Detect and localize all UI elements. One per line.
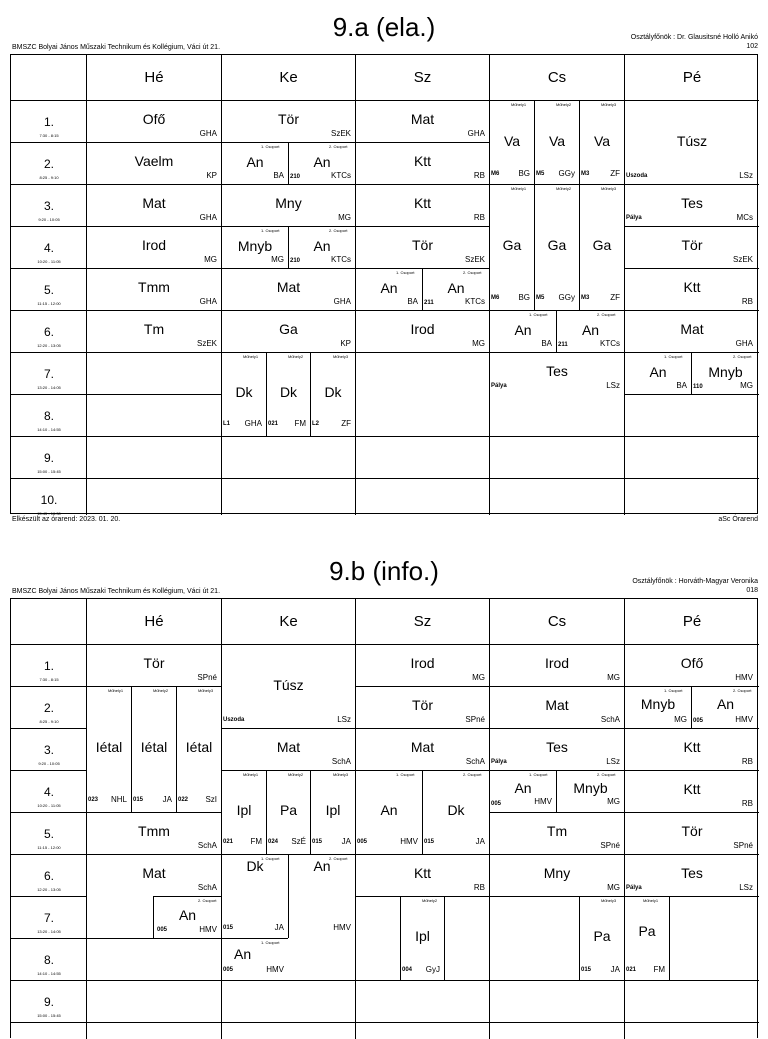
workshop-label: Műhely3 xyxy=(601,186,617,191)
period-number: 6. xyxy=(43,325,54,339)
group-label: 2. Csoport xyxy=(198,898,217,903)
lesson-teacher: SzEK xyxy=(732,255,753,264)
period-time: 11:15 - 12:00 xyxy=(37,845,61,850)
lesson-subject: Tes xyxy=(681,195,703,211)
group-label: 2. Csoport xyxy=(733,354,752,359)
lesson-subject: Ga xyxy=(279,321,298,337)
lesson-teacher: SzÉ xyxy=(291,837,306,846)
lesson-subject: An xyxy=(447,280,465,296)
period-number: 3. xyxy=(43,743,54,757)
period-number: 1. xyxy=(43,659,54,673)
group-label: 1. Csoport xyxy=(396,772,415,777)
period-number: 5. xyxy=(43,283,54,297)
workshop-label: Műhely1 xyxy=(511,102,527,107)
lesson-teacher: JA xyxy=(162,795,172,804)
lesson-subject: Tör xyxy=(412,697,433,713)
workshop-label: Műhely2 xyxy=(556,186,572,191)
period-time: 13:20 - 14:05 xyxy=(37,385,61,390)
lesson-subject: Ktt xyxy=(413,195,432,211)
lesson-subject: Ipl xyxy=(236,802,252,818)
lesson-teacher: HMV xyxy=(333,923,351,932)
lesson-subject: Tes xyxy=(546,363,568,379)
lesson-room: Uszoda xyxy=(626,173,648,179)
lesson-room: Pálya xyxy=(491,383,507,389)
lesson-subject: Ktt xyxy=(683,781,701,797)
lesson-subject: Mat xyxy=(276,279,301,295)
lesson-subject: Túsz xyxy=(273,677,304,693)
lesson-teacher: MG xyxy=(204,255,217,264)
lesson-teacher: SPné xyxy=(465,715,485,724)
lesson-subject: Irod xyxy=(544,655,570,671)
software-credit: aSc Órarend xyxy=(718,516,758,523)
lesson-subject: Mat xyxy=(276,739,301,755)
lesson-subject: Mat xyxy=(410,739,435,755)
group-label: 1. Csoport xyxy=(261,856,280,861)
lesson-room: Uszoda xyxy=(223,717,245,723)
workshop-label: Műhely1 xyxy=(243,772,259,777)
day-header: Pé xyxy=(682,69,702,86)
day-header: Cs xyxy=(547,69,567,86)
lesson-subject: Tmm xyxy=(138,823,170,839)
group-label: 2. Csoport xyxy=(463,772,482,777)
lesson-teacher: HMV xyxy=(266,965,284,974)
workshop-label: Műhely1 xyxy=(643,898,659,903)
day-header: Hé xyxy=(144,69,164,86)
lesson-room: 211 xyxy=(424,300,434,306)
lesson-subject: Mat xyxy=(680,321,704,337)
period-number: 10. xyxy=(40,493,58,507)
class-title: 9.a (ela.) xyxy=(332,12,436,42)
lesson-subject: Iétal xyxy=(185,739,213,755)
lesson-subject: An xyxy=(716,696,735,712)
lesson-subject: Va xyxy=(593,133,611,149)
lesson-subject: Vaelm xyxy=(134,153,174,169)
day-header: Sz xyxy=(413,613,432,630)
lesson-teacher: JA xyxy=(274,923,284,932)
lesson-teacher: HMV xyxy=(735,715,753,724)
lesson-teacher: RB xyxy=(741,757,753,766)
lesson-teacher: MG xyxy=(607,797,620,806)
lesson-teacher: MG xyxy=(472,339,485,348)
period-number: 9. xyxy=(43,451,54,465)
lesson-subject: Irod xyxy=(410,655,435,671)
period-time: 14:10 - 14:55 xyxy=(37,971,61,976)
period-time: 8:25 - 9:10 xyxy=(39,719,59,724)
lesson-teacher: FM xyxy=(653,965,665,974)
lesson-subject: Mnyb xyxy=(237,238,273,254)
lesson-teacher: MG xyxy=(338,213,351,222)
period-time: 7:30 - 8:15 xyxy=(39,133,59,138)
lesson-subject: Tör xyxy=(278,111,299,127)
group-label: 1. Csoport xyxy=(529,772,548,777)
lesson-subject: Mny xyxy=(275,195,302,211)
lesson-teacher: GGy xyxy=(558,293,575,302)
lesson-room: M5 xyxy=(536,295,545,301)
lesson-room: 021 xyxy=(223,839,234,845)
lesson-subject: Tm xyxy=(546,823,568,839)
lesson-teacher: GHA xyxy=(735,339,753,348)
lesson-subject: Ipl xyxy=(325,802,341,818)
lesson-subject: Dk xyxy=(235,384,253,400)
lesson-teacher: SPné xyxy=(600,841,620,850)
group-label: 1. Csoport xyxy=(664,354,683,359)
lesson-teacher: SPné xyxy=(733,841,753,850)
group-label: 1. Csoport xyxy=(529,312,548,317)
lesson-teacher: GHA xyxy=(467,129,485,138)
workshop-label: Műhely1 xyxy=(511,186,527,191)
day-header: Hé xyxy=(144,613,164,630)
lesson-subject: Tm xyxy=(143,321,165,337)
period-number: 7. xyxy=(43,367,54,381)
lesson-subject: Tör xyxy=(681,823,703,839)
lesson-subject: Mnyb xyxy=(640,696,676,712)
lesson-teacher: SzEK xyxy=(196,339,217,348)
period-time: 14:10 - 14:55 xyxy=(37,427,61,432)
period-number: 2. xyxy=(43,701,54,715)
lesson-room: 021 xyxy=(626,967,637,973)
period-number: 8. xyxy=(43,953,54,967)
lesson-subject: Mny xyxy=(543,865,571,881)
lesson-subject: An xyxy=(380,802,398,818)
lesson-room: M5 xyxy=(536,171,545,177)
workshop-label: Műhely2 xyxy=(153,688,169,693)
lesson-teacher: GHA xyxy=(333,297,351,306)
lesson-teacher: JA xyxy=(610,965,620,974)
group-label: 2. Csoport xyxy=(329,228,348,233)
lesson-teacher: KTCs xyxy=(600,339,620,348)
group-label: 1. Csoport xyxy=(261,940,280,945)
period-time: 7:30 - 8:15 xyxy=(39,677,59,682)
lesson-teacher: BG xyxy=(518,293,530,302)
period-time: 15:00 - 15:45 xyxy=(37,469,61,474)
lesson-teacher: MG xyxy=(607,883,620,892)
lesson-teacher: BA xyxy=(273,171,284,180)
period-time: 9:20 - 10:05 xyxy=(38,217,60,222)
school-name: BMSZC Bolyai János Műszaki Technikum és Kollégium, Váci út 21. xyxy=(12,44,221,51)
lesson-subject: Ofő xyxy=(142,111,166,127)
group-label: 1. Csoport xyxy=(396,270,415,275)
lesson-teacher: KTCs xyxy=(465,297,485,306)
lesson-teacher: HMV xyxy=(199,925,217,934)
lesson-subject: Tör xyxy=(681,237,703,253)
class-title: 9.b (info.) xyxy=(329,556,439,586)
lesson-teacher: ZF xyxy=(341,419,351,428)
workshop-label: Műhely3 xyxy=(198,688,214,693)
lesson-teacher: KP xyxy=(340,339,351,348)
lesson-teacher: LSz xyxy=(337,715,351,724)
lesson-teacher: BA xyxy=(407,297,418,306)
lesson-subject: Iétal xyxy=(140,739,168,755)
lesson-teacher: LSz xyxy=(739,171,753,180)
period-time: 9:20 - 10:05 xyxy=(38,761,60,766)
lesson-subject: Dk xyxy=(447,802,465,818)
lesson-subject: Mat xyxy=(410,111,435,127)
lesson-subject: Mnyb xyxy=(573,780,608,796)
workshop-label: Műhely3 xyxy=(333,354,349,359)
period-number: 8. xyxy=(43,409,54,423)
workshop-label: Műhely1 xyxy=(243,354,259,359)
lesson-teacher: FM xyxy=(294,419,306,428)
period-number: 1. xyxy=(43,115,54,129)
lesson-teacher: KP xyxy=(206,171,217,180)
workshop-label: Műhely3 xyxy=(601,898,617,903)
group-label: 2. Csoport xyxy=(463,270,482,275)
lesson-subject: Irod xyxy=(141,237,167,253)
lesson-room: 211 xyxy=(558,342,568,348)
lesson-subject: Ga xyxy=(502,237,522,253)
lesson-room: 015 xyxy=(581,967,592,973)
lesson-subject: An xyxy=(178,907,197,923)
lesson-room: 015 xyxy=(133,797,144,803)
group-label: 2. Csoport xyxy=(733,688,752,693)
lesson-teacher: GHA xyxy=(199,297,217,306)
lesson-teacher: FM xyxy=(250,837,262,846)
lesson-subject: Tes xyxy=(681,865,703,881)
lesson-teacher: BG xyxy=(518,169,530,178)
lesson-room: 023 xyxy=(88,797,99,803)
day-header: Ke xyxy=(279,69,298,86)
period-time: 15:45 - 16:30 xyxy=(37,511,61,516)
lesson-room: 015 xyxy=(312,839,323,845)
lesson-subject: Tes xyxy=(546,739,568,755)
lesson-room: 015 xyxy=(223,925,234,931)
lesson-teacher: SchA xyxy=(331,757,351,766)
lesson-teacher: BA xyxy=(676,381,687,390)
lesson-room: 210 xyxy=(290,258,301,264)
period-time: 15:00 - 15:45 xyxy=(37,1013,61,1018)
lesson-room: M6 xyxy=(491,171,500,177)
lesson-teacher: RB xyxy=(741,799,753,808)
lesson-room: Pálya xyxy=(626,215,642,221)
lesson-teacher: MG xyxy=(740,381,753,390)
lesson-room: 004 xyxy=(402,967,413,973)
workshop-label: Műhely3 xyxy=(601,102,617,107)
lesson-room: 005 xyxy=(357,839,368,845)
lesson-subject: Ktt xyxy=(683,739,701,755)
lesson-subject: Tmm xyxy=(138,279,170,295)
lesson-subject: Túsz xyxy=(676,133,708,149)
group-label: 1. Csoport xyxy=(261,144,280,149)
lesson-room: 021 xyxy=(268,421,279,427)
lesson-room: M6 xyxy=(491,295,500,301)
period-number: 6. xyxy=(43,869,54,883)
lesson-subject: Mnyb xyxy=(708,364,743,380)
period-time: 12:20 - 13:05 xyxy=(37,887,61,892)
group-label: 1. Csoport xyxy=(261,228,280,233)
lesson-teacher: MCs xyxy=(736,213,753,222)
lesson-subject: Irod xyxy=(410,321,435,337)
lesson-subject: An xyxy=(313,858,331,874)
lesson-subject: Mat xyxy=(545,697,569,713)
lesson-room: M3 xyxy=(581,171,590,177)
lesson-room: 005 xyxy=(157,927,168,933)
period-number: 4. xyxy=(43,785,54,799)
school-name: BMSZC Bolyai János Műszaki Technikum és Kollégium, Váci út 21. xyxy=(12,588,221,595)
lesson-teacher: SchA xyxy=(465,757,485,766)
lesson-subject: Ga xyxy=(547,237,567,253)
lesson-subject: An xyxy=(380,280,398,296)
lesson-teacher: GHA xyxy=(199,213,217,222)
lesson-teacher: KTCs xyxy=(331,255,351,264)
lesson-room: M3 xyxy=(581,295,590,301)
lesson-subject: Mat xyxy=(142,195,166,211)
timetable-grid xyxy=(10,598,758,1038)
group-label: 1. Csoport xyxy=(664,688,683,693)
lesson-teacher: JA xyxy=(475,837,485,846)
lesson-room: Pálya xyxy=(491,759,507,765)
lesson-teacher: GGy xyxy=(558,169,575,178)
period-number: 3. xyxy=(43,199,54,213)
head-teacher: Osztályfőnök : Horváth-Magyar Veronika 018 xyxy=(632,578,758,594)
period-time: 12:20 - 13:05 xyxy=(37,343,61,348)
period-time: 8:25 - 9:10 xyxy=(39,175,59,180)
period-number: 9. xyxy=(43,995,54,1009)
lesson-teacher: LSz xyxy=(606,381,620,390)
lesson-subject: Ofő xyxy=(680,655,704,671)
lesson-room: L1 xyxy=(223,421,231,427)
lesson-teacher: JA xyxy=(341,837,351,846)
lesson-subject: Tör xyxy=(143,655,165,671)
lesson-room: 024 xyxy=(268,839,279,845)
lesson-teacher: KTCs xyxy=(331,171,351,180)
lesson-subject: An xyxy=(649,364,667,380)
lesson-teacher: SchA xyxy=(600,715,620,724)
period-number: 2. xyxy=(43,157,54,171)
period-time: 10:20 - 11:05 xyxy=(37,803,61,808)
lesson-teacher: MG xyxy=(607,673,620,682)
lesson-subject: Ktt xyxy=(413,865,432,881)
lesson-teacher: LSz xyxy=(606,757,620,766)
group-label: 2. Csoport xyxy=(329,856,348,861)
group-label: 2. Csoport xyxy=(329,144,348,149)
lesson-subject: Ga xyxy=(592,237,612,253)
lesson-subject: Pa xyxy=(638,923,656,939)
period-time: 11:15 - 12:00 xyxy=(37,301,61,306)
lesson-teacher: HMV xyxy=(400,837,418,846)
period-number: 5. xyxy=(43,827,54,841)
lesson-room: 110 xyxy=(693,384,703,390)
lesson-teacher: GHA xyxy=(199,129,217,138)
lesson-teacher: SzEK xyxy=(330,129,351,138)
lesson-subject: Dk xyxy=(279,384,298,400)
lesson-teacher: SchA xyxy=(197,883,217,892)
lesson-subject: Va xyxy=(503,133,521,149)
lesson-subject: An xyxy=(514,780,532,796)
lesson-subject: Dk xyxy=(246,858,264,874)
lesson-room: 005 xyxy=(491,801,502,807)
day-header: Cs xyxy=(547,613,567,630)
lesson-subject: Tör xyxy=(412,237,433,253)
lesson-teacher: HMV xyxy=(735,673,753,682)
period-number: 7. xyxy=(43,911,54,925)
lesson-subject: Ktt xyxy=(413,153,432,169)
lesson-subject: Mat xyxy=(142,865,166,881)
lesson-teacher: LSz xyxy=(739,883,753,892)
group-label: 2. Csoport xyxy=(597,312,616,317)
lesson-subject: An xyxy=(581,322,600,338)
day-header: Sz xyxy=(413,69,432,86)
lesson-subject: Ipl xyxy=(415,928,430,944)
lesson-teacher: SzEK xyxy=(464,255,485,264)
lesson-room: L2 xyxy=(312,421,320,427)
lesson-subject: Va xyxy=(548,133,566,149)
day-header: Ke xyxy=(279,613,298,630)
created-date: Elkészült az órarend: 2023. 01. 20. xyxy=(12,516,121,523)
lesson-teacher: NHL xyxy=(110,795,127,804)
lesson-teacher: RB xyxy=(473,213,485,222)
group-label: 2. Csoport xyxy=(597,772,616,777)
lesson-teacher: MG xyxy=(674,715,687,724)
lesson-subject: Ktt xyxy=(683,279,701,295)
lesson-subject: Dk xyxy=(324,384,342,400)
lesson-teacher: BA xyxy=(541,339,552,348)
lesson-subject: An xyxy=(313,238,331,254)
lesson-subject: Pa xyxy=(593,928,611,944)
lesson-room: Pálya xyxy=(626,885,642,891)
lesson-room: 210 xyxy=(290,174,301,180)
lesson-teacher: RB xyxy=(741,297,753,306)
period-time: 13:20 - 14:05 xyxy=(37,929,61,934)
lesson-teacher: GyJ xyxy=(425,965,440,974)
lesson-subject: An xyxy=(313,154,331,170)
period-time: 10:20 - 11:05 xyxy=(37,259,61,264)
lesson-teacher: SzI xyxy=(205,795,217,804)
workshop-label: Műhely2 xyxy=(288,354,304,359)
workshop-label: Műhely2 xyxy=(422,898,438,903)
workshop-label: Műhely3 xyxy=(333,772,349,777)
lesson-subject: An xyxy=(246,154,264,170)
lesson-teacher: SPné xyxy=(197,673,217,682)
period-number: 4. xyxy=(43,241,54,255)
lesson-teacher: MG xyxy=(271,255,284,264)
lesson-room: 005 xyxy=(223,967,234,973)
lesson-teacher: HMV xyxy=(534,797,552,806)
lesson-subject: Iétal xyxy=(95,739,123,755)
head-teacher: Osztályfőnök : Dr. Glausitsné Holló Anikó 102 xyxy=(630,34,758,50)
lesson-room: 022 xyxy=(178,797,189,803)
workshop-label: Műhely2 xyxy=(288,772,304,777)
lesson-room: 005 xyxy=(693,718,704,724)
lesson-subject: An xyxy=(234,946,252,962)
lesson-teacher: MG xyxy=(472,673,485,682)
lesson-subject: An xyxy=(514,322,532,338)
lesson-teacher: RB xyxy=(473,171,485,180)
lesson-teacher: RB xyxy=(473,883,485,892)
lesson-teacher: ZF xyxy=(610,169,620,178)
lesson-room: 015 xyxy=(424,839,435,845)
lesson-teacher: SchA xyxy=(197,841,217,850)
lesson-teacher: ZF xyxy=(610,293,620,302)
lesson-subject: Pa xyxy=(279,802,298,818)
day-header: Pé xyxy=(682,613,702,630)
lesson-teacher: GHA xyxy=(244,419,262,428)
workshop-label: Műhely2 xyxy=(556,102,572,107)
workshop-label: Műhely1 xyxy=(108,688,124,693)
